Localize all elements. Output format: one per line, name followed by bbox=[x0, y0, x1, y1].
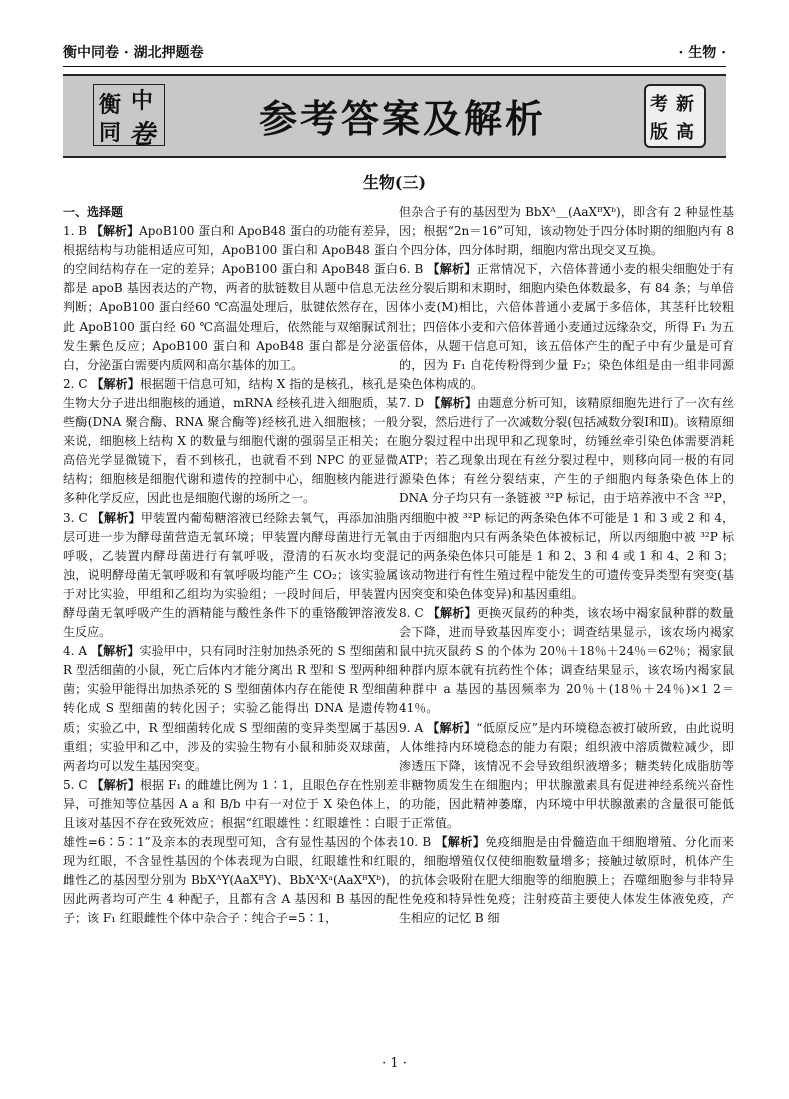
answer-number: 6. B bbox=[399, 262, 424, 277]
answer-text: 实验甲中，只有同时注射加热杀死的 S 型细菌和 R 型活细菌的小鼠，死亡后体内才能分离出 R 型和 S 型两种细菌；实验甲能得出加热杀死的 S 型细菌体内存在能使 R 型细菌转化成 S 型细菌的转化因子；实验乙能得出 DNA 是遗传物质；实验乙中，R 型细菌转化成 S 型细菌的变异类型属于基因重组；实验甲和乙中，涉及的实验生物有小鼠和肺炎双球菌，两者均可以发生基因突变。 bbox=[63, 644, 398, 773]
answer-item bbox=[63, 509, 398, 643]
answer-item bbox=[399, 394, 734, 604]
new-exam-badge: 考 新 版 高 bbox=[644, 84, 706, 148]
analysis-tag: 【解析】 bbox=[91, 644, 140, 659]
section-heading: 一、选择题 bbox=[63, 205, 124, 219]
left-column bbox=[63, 203, 398, 929]
answer-text: 但杂合子有的基因型为 BbXᴬ＿(AaXᴮXᵇ)，即含有 2 种显性基因；根据“2n＝16”可知，该动物处于四分体时期的细胞内有 8 个四分体，四分体时期，细胞内常出现交叉互换。 bbox=[399, 205, 734, 258]
answer-item bbox=[63, 642, 398, 776]
header-subject: · 生物 · bbox=[678, 45, 726, 61]
right-column bbox=[399, 203, 734, 929]
answer-text: 根据题干信息可知，结构 X 指的是核孔，核孔是生物大分子进出细胞核的通道，mRNA 经核孔进入细胞质，某些酶(DNA 聚合酶、RNA 聚合酶等)经核孔进入细胞核；一般来说，细胞核上结构 X 的数量与细胞代谢的强弱呈正相关；在高倍光学显微镜下，看不到核孔，也就看不到 NPC 的亚显微结构；细胞核是细胞代谢和遗传的控制中心，细胞核内能进行多种化学反应，因此也是细胞代谢的场所之一。 bbox=[63, 376, 398, 506]
page-header bbox=[63, 42, 726, 64]
answer-item bbox=[399, 719, 734, 834]
analysis-tag: 【解析】 bbox=[428, 395, 478, 410]
analysis-tag: 【解析】 bbox=[427, 720, 477, 735]
answer-number: 1. B bbox=[63, 224, 88, 239]
answer-item bbox=[399, 203, 734, 260]
answer-number: 9. A bbox=[399, 720, 424, 735]
analysis-tag: 【解析】 bbox=[427, 262, 477, 277]
answer-text: “低原反应”是内环境稳态被打破所致，由此说明人体维持内环境稳态的能力有限；组织液中溶质微粒减少，即渗透压下降，该情况不会导致组织液增多；糖类转化成脂肪等非糖物质发生在细胞内；甲状腺激素具有促进神经系统兴奋性的功能，因此精神萎靡，内环境中甲状腺激素的含量很可能低于正常值。 bbox=[399, 720, 734, 830]
analysis-tag: 【解析】 bbox=[91, 510, 141, 525]
header-rule bbox=[63, 66, 726, 67]
analysis-tag: 【解析】 bbox=[90, 224, 140, 239]
hengzhong-logo: 衡 中 同 卷 bbox=[91, 82, 171, 148]
answer-text: 免疫细胞是由骨髓造血干细胞增殖、分化而来的，细胞增殖仅仅使细胞数量增多；接触过敏原时，机体产生的抗体会吸附在肥大细胞等的细胞膜上；吞噬细胞参与非特异性免疫和特异性免疫；注射疫苗主要使人体发生体液免疫，产生相应的记忆 B 细 bbox=[399, 835, 734, 926]
answer-item bbox=[63, 776, 398, 929]
answer-number: 5. C bbox=[63, 777, 88, 792]
analysis-tag: 【解析】 bbox=[435, 835, 486, 850]
answer-number: 7. D bbox=[399, 395, 425, 410]
answer-text: 由题意分析可知，该精原细胞先进行了一次有丝分裂，然后进行了一次减数分裂(包括减数分裂Ⅰ和Ⅱ)。该精原细胞分裂过程中出现甲和乙现象时，纺锤丝牵引染色体需要消耗 ATP；若乙现象出现在有丝分裂过程中，则移向同一极的有同源染色体；有丝分裂结束，产生的子细胞内每条染色体上的 DNA 分子均只有一条链被 ³²P 标记，由于培养液中不含 ³²P，丙细胞中被 ³²P 标记的两条染色体不可能是 1 和 3 或 2 和 4，由于丙细胞内只有两条染色体被标记，所以丙细胞中被 ³²P 标记的两条染色体只可能是 1 和 2、3 和 4 或 1 和 4、2 和 3；该动物进行有性生殖过程中能发生的可遗传变异类型有突变(基因突变和染色体变异)和基因重组。 bbox=[399, 395, 734, 601]
page-number: · 1 · bbox=[382, 1056, 407, 1071]
analysis-tag: 【解析】 bbox=[91, 777, 140, 792]
answer-item bbox=[399, 260, 734, 394]
banner-title: 参考答案及解析 bbox=[259, 97, 547, 141]
answer-text: 更换灭鼠药的种类，该农场中褐家鼠种群的数量会下降，进而导致基因库变小；调查结果显示，该农场内褐家鼠中抗灭鼠药 S 的个体为 20％＋18％＋24％＝62％；褐家鼠种群内原本就有抗药性个体；调查结果显示，该农场内褐家鼠种群中 a 基因的基因频率为 20％＋(18％＋24％)×1 2＝41％。 bbox=[399, 605, 734, 716]
answer-number: 10. B bbox=[399, 835, 432, 850]
answer-text: 甲装置内葡萄糖溶液已经除去氧气，再添加油脂层可进一步为酵母菌营造无氧环境；甲装置内酵母菌进行无氧呼吸，乙装置内酵母菌进行有氧呼吸，澄清的石灰水均变混浊，说明酵母菌无氧呼吸和有氧呼吸均能产生 CO₂；该实验属于对比实验，甲组和乙组均为实验组；一段时间后，甲装置内酵母菌无氧呼吸产生的酒精能与酸性条件下的重铬酸钾溶液发生反应。 bbox=[63, 510, 398, 640]
answer-number: 8. C bbox=[399, 605, 424, 620]
answer-number: 2. C bbox=[63, 376, 88, 391]
answer-item bbox=[63, 375, 398, 509]
subject-heading: 生物(三) bbox=[362, 173, 427, 192]
header-left-title: 衡中同卷 · 湖北押题卷 bbox=[63, 45, 204, 61]
analysis-tag: 【解析】 bbox=[91, 376, 140, 391]
analysis-tag: 【解析】 bbox=[427, 605, 477, 620]
answer-number: 4. A bbox=[63, 644, 88, 659]
answer-text: ApoB100 蛋白和 ApoB48 蛋白的功能有差异，根据结构与功能相适应可知，ApoB100 蛋白和 ApoB48 蛋白的空间结构存在一定的差异；ApoB100 蛋白和 ApoB48 蛋白都是 apoB 基因表达的产物，两者的肽链数目从题中信息无法判断；ApoB100 蛋白经60 ℃高温处理后，肽键依然存在，因此 ApoB100 蛋白经 60 ℃高温处理后，依然能与双缩脲试剂发生紫色反应；ApoB100 蛋白和 ApoB48 蛋白都是分泌蛋白，分泌蛋白需要内质网和高尔基体的加工。 bbox=[63, 224, 398, 372]
answer-item bbox=[63, 222, 398, 375]
answer-number: 3. C bbox=[63, 510, 88, 525]
answer-item bbox=[399, 833, 734, 928]
answer-text: 正常情况下，六倍体普通小麦的根尖细胞处于有丝分裂后期和末期时，细胞内染色体数最多，有 84 条；与单倍体小麦(M)相比，六倍体普通小麦属于多倍体，其茎秆比较粗壮；四倍体小麦和六倍体普通小麦通过远缘杂交，所得 F₁ 为五倍体，从题干信息可知，该五倍体产生的配子中有少量是可育的，因为 F₁ 自花传粉得到少量 F₂；染色体组是由一组非同源染色体构成的。 bbox=[399, 262, 734, 391]
answer-item bbox=[399, 604, 734, 719]
answer-text: 根据 F₁ 的雌雄比例为 1∶1，且眼色存在性别差异，可推知等位基因 A a 和 B/b 中有一对位于 X 染色体上，且该对基因不存在致死效应；根据“红眼雄性∶红眼雄性∶白眼雄性=6∶5∶1”及亲本的表现型可知，含有显性基因的个体表现为红眼，不含显性基因的个体表现为白眼，红眼雄性和红眼雌性乙的基因型分别为 BbXᴬY(AaXᴮY)、BbXᴬXᵃ(AaXᴮXᵇ)，因此两者均可产生 4 种配子，且都有含 A 基因和 B 基因的配子；该 F₁ 红眼雌性个体中杂合子∶纯合子=5∶1， bbox=[63, 777, 398, 926]
title-banner bbox=[63, 74, 726, 158]
